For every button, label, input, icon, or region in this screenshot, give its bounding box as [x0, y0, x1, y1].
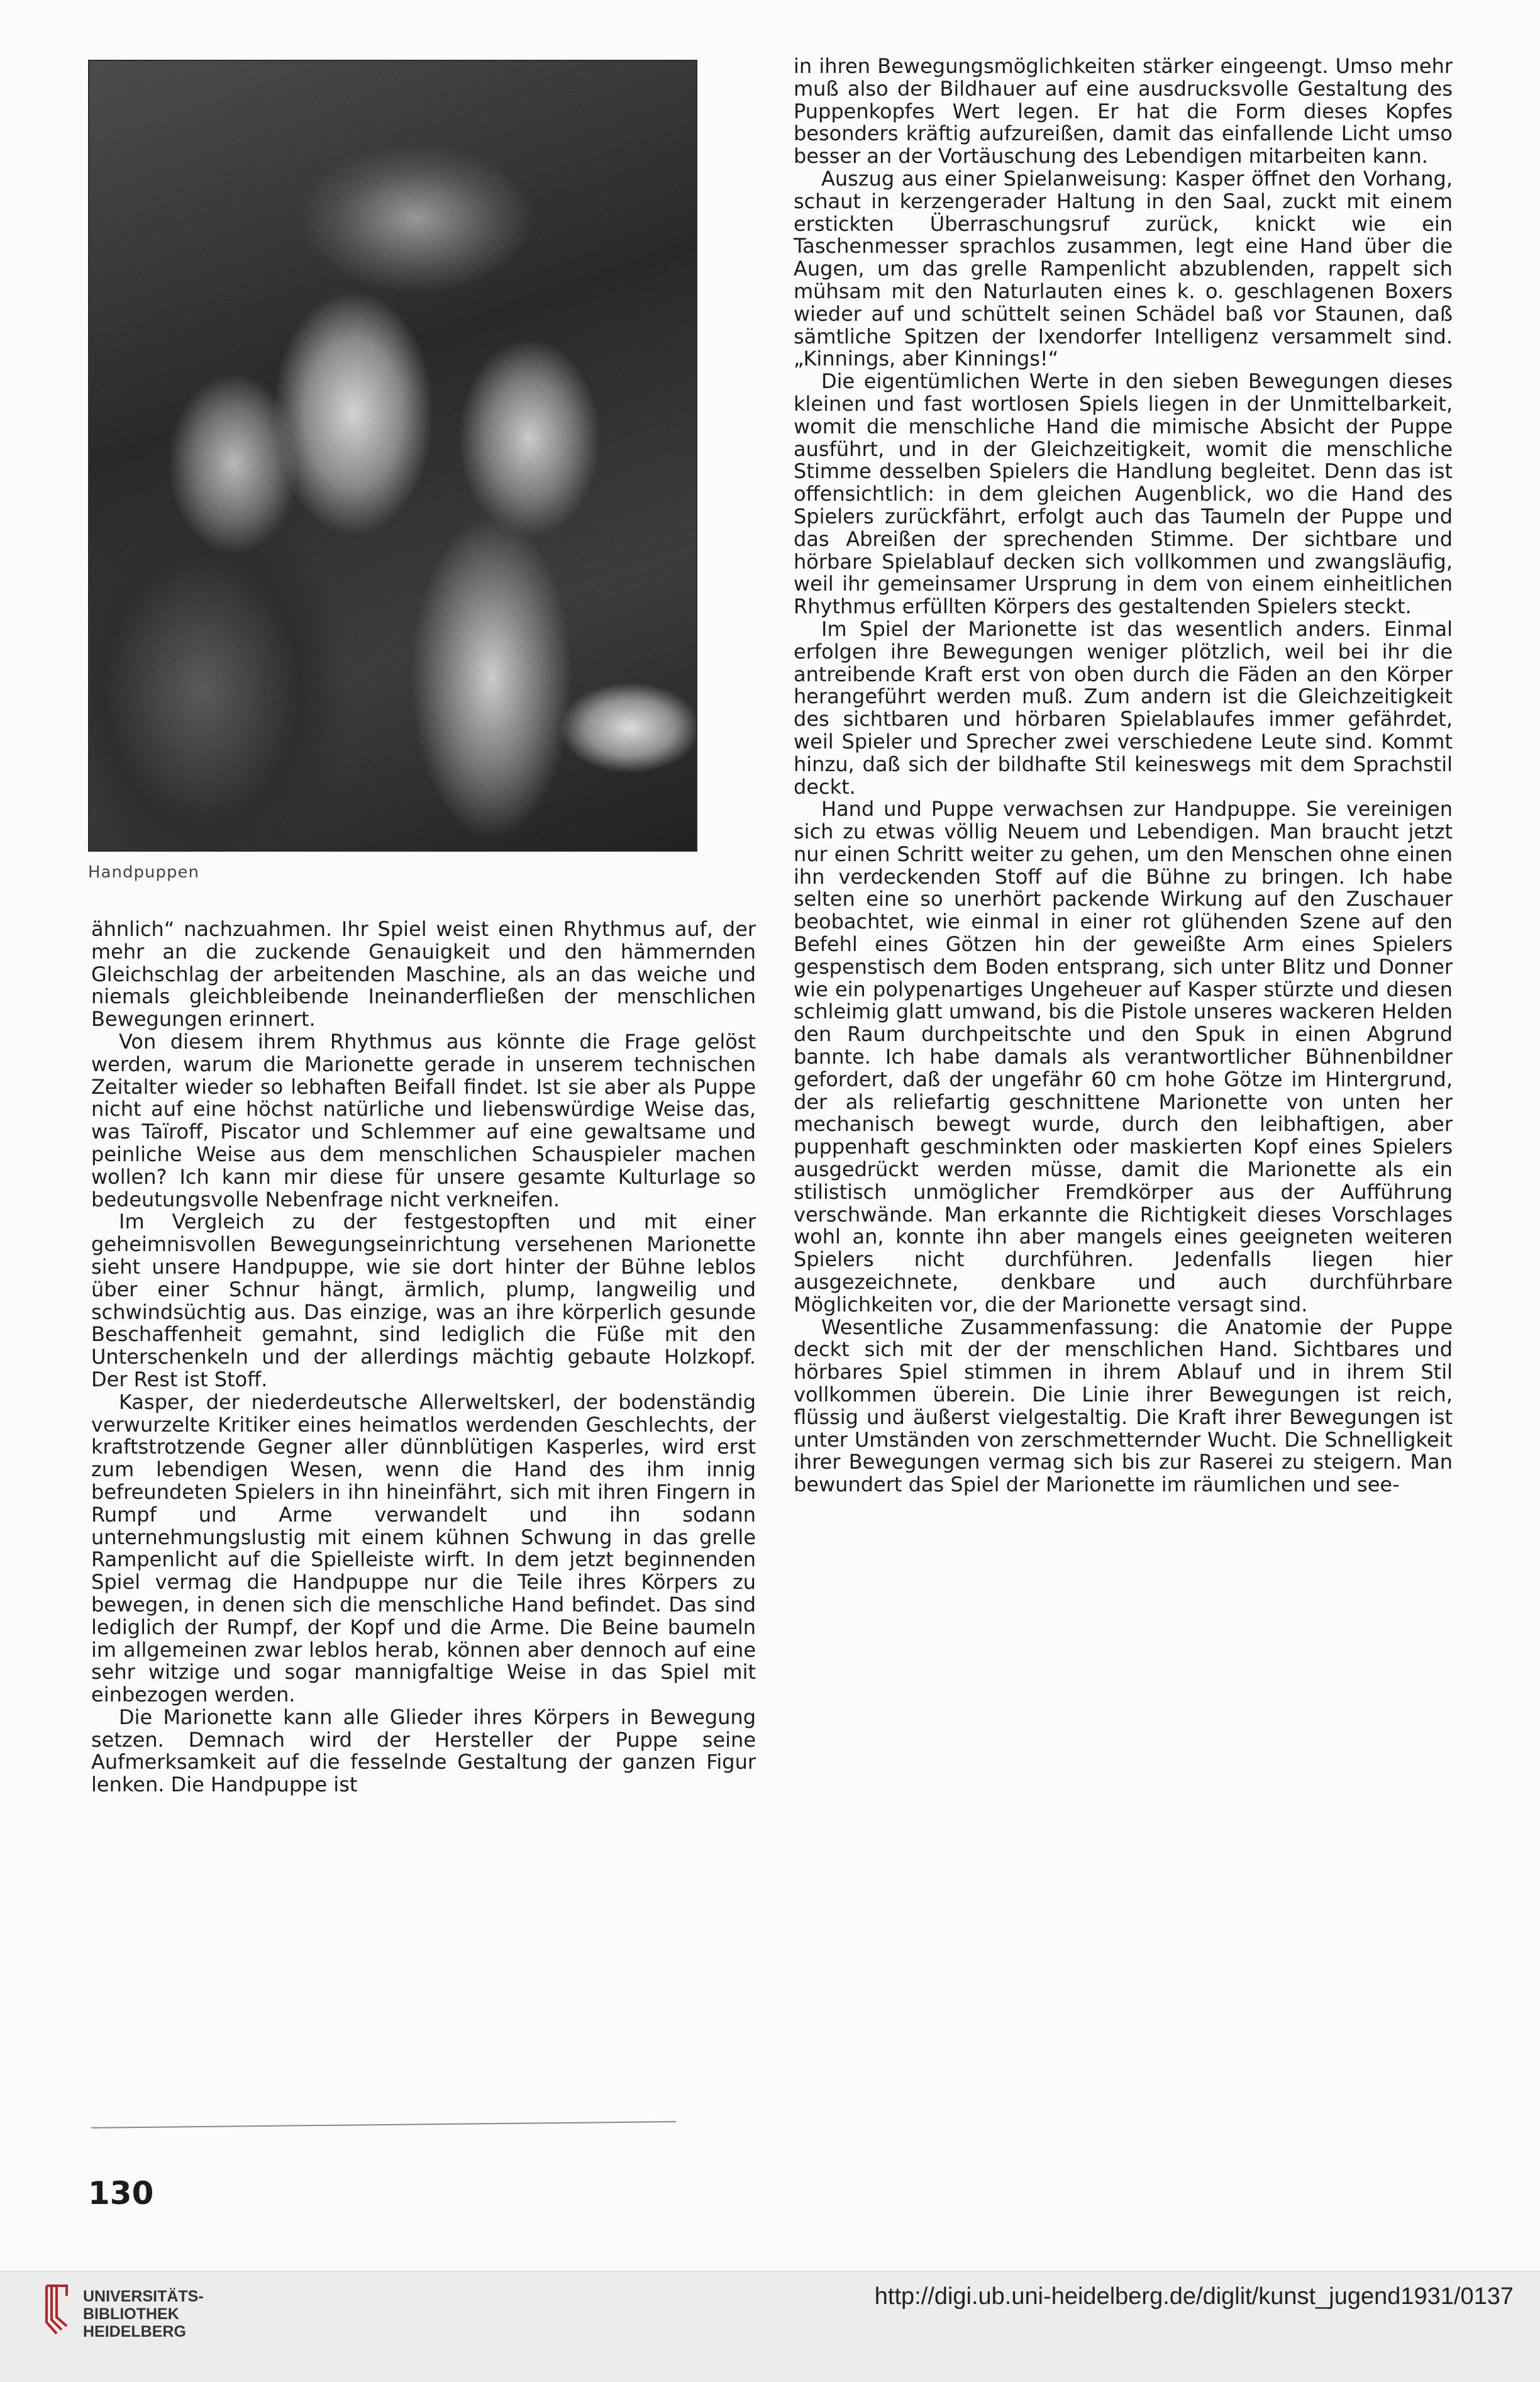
right-paragraph-4: Im Spiel der Marionette ist das wesentlich anders. Einmal erfolgen ihre Bewegungen weniger plötzlich, weil bei ihr die antreibende Kraft erst von oben durch die Fäden an den Körper herangeführt werden muß. Zum andern ist die Gleichzeitigkeit des sichtbaren und hörbaren Spielablaufes immer gefährdet, weil Spieler und Sprecher zwei verschiedene Leute sind. Kommt hinzu, daß sich der bildhafte Stil keineswegs mit dem Sprachstil deckt. [794, 616, 1453, 799]
library-name-line-2: BIBLIOTHEK [83, 2305, 179, 2323]
left-paragraph-5: Die Marionette kann alle Glieder ihres Körpers in Bewegung setzen. Demnach wird der Hersteller der Puppe seine Aufmerksamkeit auf die fesselnde Gestaltung der ganzen Figur lenken. Die Handpuppe ist [91, 1705, 756, 1797]
right-paragraph-2: Auszug aus einer Spielanweisung: Kasper öffnet den Vorhang, schaut in kerzengerader Haltung in den Saal, zuckt mit einem erstickten Überraschungsruf zurück, knickt wie ein Taschenmesser sprachlos zusammen, legt eine Hand über die Augen, um das grelle Rampenlicht abzublenden, rappelt sich mühsam mit den Naturlauten eines k. o. geschlagenen Boxers wieder auf und schüttelt seinen Schädel baß vor Staunen, daß sämtliche Spitzen der Ixendorfer Intelligenz versammelt sind. „Kinnings, aber Kinnings!“ [794, 166, 1453, 371]
library-name-line-3: HEIDELBERG [83, 2323, 186, 2340]
left-paragraph-3: Im Vergleich zu der festgestopften und mit einer geheimnisvollen Bewegungseinrichtung versehenen Marionette sieht unsere Handpuppe, wie sie dort hinter der Bühne leblos über einer Schnur hängt, ärmlich, plump, langweilig und schwindsüchtig aus. Das einzige, was an ihre körperlich gesunde Beschaffenheit gemahnt, sind lediglich die Füße mit den Unterschenkeln und der allerdings mächtig gebaute Holzkopf. Der Rest ist Stoff. [91, 1210, 756, 1391]
right-paragraph-3: Die eigentümlichen Werte in den sieben Bewegungen dieses kleinen und fast wortlosen Spiels liegen in der Unmittelbarkeit, womit die menschliche Hand die mimische Absicht der Puppe ausführt, und in der Gleichzeitigkeit, womit die menschliche Stimme desselben Spielers die Handlung begleitet. Denn das ist offensichtlich: in dem gleichen Augenblick, wo die Hand des Spielers zurückfährt, erfolgt auch das Taumeln der Puppe und das Abreißen der sprechenden Stimme. Der sichtbare und hörbare Spielablauf decken sich vollkommen und zwangsläufig, weil ihr gemeinsamer Ursprung in dem von einem einheitlichen Rhythmus erfüllten Körpers des gestaltenden Spielers steckt. [794, 369, 1453, 619]
right-column [794, 55, 1453, 1496]
right-paragraph-6: Wesentliche Zusammenfassung: die Anatomie der Puppe deckt sich mit der der menschlichen Hand. Sichtbares und hörbares Spiel stimmen in ihrem Ablauf und in ihrem Stil vollkommen überein. Die Linie ihrer Bewegungen ist reich, flüssig und äußerst vielgestaltig. Die Kraft ihrer Bewegungen ist unter Umständen von zerschmetternder Wucht. Die Schnelligkeit ihrer Bewegungen vermag sich bis zur Raserei zu steigern. Man bewundert das Spiel der Marionette im räumlichen und see- [794, 1315, 1453, 1497]
library-name-line-1: UNIVERSITÄTS- [83, 2288, 204, 2305]
photo-grain [89, 61, 696, 850]
library-logo-icon [42, 2283, 73, 2340]
left-paragraph-1: ähnlich“ nachzuahmen. Ihr Spiel weist einen Rhythmus auf, der mehr an die zuckende Genauigkeit und den hämmernden Gleichschlag der arbeitenden Maschine, als an das weiche und niemals gleichbleibende Ineinanderfließen der menschlichen Bewegungen erinnert. [91, 917, 756, 1032]
library-name [83, 2288, 204, 2340]
left-paragraph-2: Von diesem ihrem Rhythmus aus könnte die Frage gelöst werden, warum die Marionette gerade in unserem technischen Zeitalter wieder so lebhaften Beifall findet. Ist sie aber als Puppe nicht auf eine höchst natürliche und liebenswürdige Weise das, was Taïroff, Piscator und Schlemmer auf eine gewaltsame und peinliche Weise aus dem menschlichen Schauspieler machen wollen? Ich kann mir diese für unsere gesamte Kulturlage so bedeutungsvolle Nebenfrage nicht verkneifen. [91, 1029, 756, 1211]
permalink-url[interactable]: http://digi.ub.uni-heidelberg.de/diglit/kunst_jugend1931/0137 [874, 2283, 1514, 2310]
right-paragraph-1: in ihren Bewegungsmöglichkeiten stärker eingeengt. Umso mehr muß also der Bildhauer auf eine ausdrucksvolle Gestaltung des Puppenkopfes Wert legen. Er hat die Form dieses Kopfes besonders kräftig aufzureißen, damit das einfallende Licht umso besser an der Vortäuschung des Lebendigen mitarbeiten kann. [794, 54, 1453, 169]
handpuppen-photo [88, 60, 697, 852]
left-column [91, 918, 756, 1796]
pencil-underline [91, 2121, 676, 2129]
page-number: 130 [88, 2175, 154, 2212]
right-paragraph-5: Hand und Puppe verwachsen zur Handpuppe. Sie vereinigen sich zu etwas völlig Neuem und Lebendigen. Man braucht jetzt nur einen Schritt weiter zu gehen, um den Menschen ohne einen ihn verdeckenden Stoff auf die Bühne zu bringen. Ich habe selten eine so unerhört packende Wirkung auf den Zuschauer beobachtet, wie einmal in einer rot glühenden Szene auf den Befehl eines Götzen hin der geweißte Arm eines Spielers gespenstisch dem Boden entsprang, sich unter Blitz und Donner wie ein polypenartiges Ungeheuer auf Kasper stürzte und diesen schleimig glatt umwand, bis die Pistole unseres wackeren Helden den Raum durchpeitschte und den Spuk in einen Abgrund bannte. Ich habe damals als verantwortlicher Bühnenbildner gefordert, daß der ungefähr 60 cm hohe Götze im Hintergrund, der als reliefartig geschnittene Marionette von unten her mechanisch bewegt wurde, durch den leibhaftigen, aber puppenhaft geschminkten oder maskierten Kopf eines Spielers ausgedrückt werden müsse, damit die Marionette als ein stilistisch unmöglicher Fremdkörper aus der Aufführung verschwände. Man erkannte die Richtigkeit dieses Vorschlages wohl an, konnte ihn aber mangels eines geeigneten weiteren Spielers nicht durchführen. Jedenfalls liegen hier ausgezeichnete, denkbare und auch durchführbare Möglichkeiten vor, die der Marionette versagt sind. [794, 797, 1453, 1316]
left-paragraph-4: Kasper, der niederdeutsche Allerweltskerl, der bodenständig verwurzelte Kritiker eines heimatlos werdenden Geschlechts, der kraftstrotzende Gegner aller dünnblütigen Kasperles, wird erst zum lebendigen Wesen, wenn die Hand des ihm innig befreundeten Spielers in ihn hineinfährt, sich mit ihren Fingern in Rumpf und Arme verwandelt und ihn sodann unternehmungslustig mit einem kühnen Schwung in das grelle Rampenlicht auf die Spielleiste wirft. In dem jetzt beginnenden Spiel vermag die Handpuppe nur die Teile ihres Körpers zu bewegen, in denen sich die menschliche Hand befindet. Das sind lediglich der Rumpf, der Kopf und die Arme. Die Beine baumeln im allgemeinen zwar leblos herab, können aber dennoch auf eine sehr witzige und sogar mannigfaltige Weise in das Spiel mit einbezogen werden. [91, 1389, 756, 1707]
photo-caption: Handpuppen [88, 863, 199, 882]
